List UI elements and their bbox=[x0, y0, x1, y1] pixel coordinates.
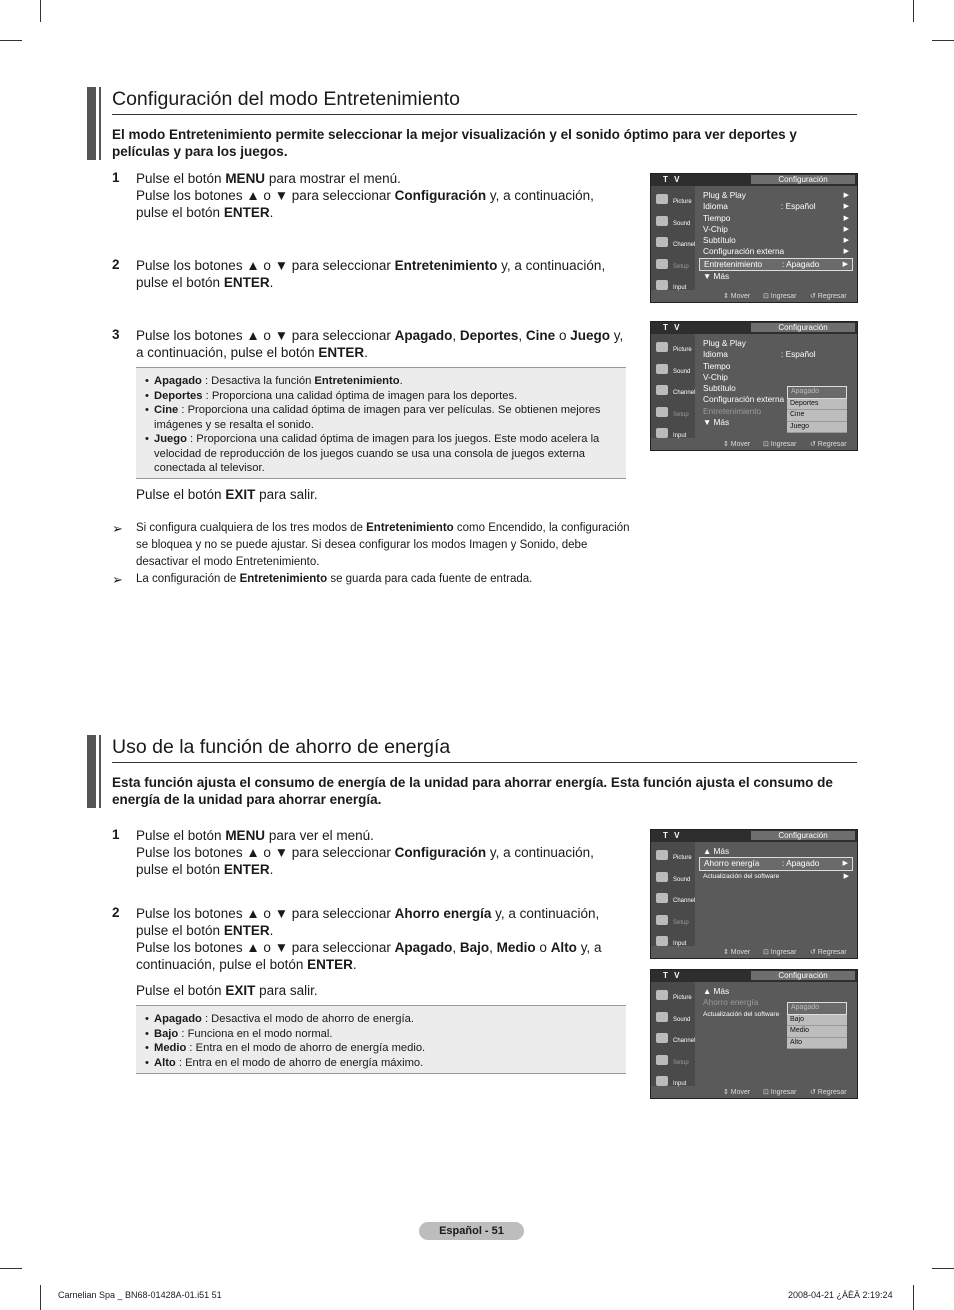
submenu-arrow-icon: ▶ bbox=[843, 237, 849, 245]
crop-mark bbox=[40, 0, 41, 22]
osd-menu-item bbox=[699, 871, 853, 882]
osd-item-label: Ahorro energía bbox=[704, 858, 760, 869]
step-number: 3 bbox=[112, 327, 120, 342]
submenu-arrow-icon: ▶ bbox=[843, 214, 849, 222]
crop-mark bbox=[0, 1268, 22, 1269]
osd-sidebar-item bbox=[654, 848, 692, 866]
step-text: Pulse los botones ▲ o ▼ para seleccionar Ahorro energía y, a continuación, pulse el botón ENTER. Pulse los botones ▲ o ▼ para seleccionar Apagado, Bajo, Medio o Alto y, a continuación, pulse el botón ENTER. bbox=[136, 906, 602, 972]
osd-sidebar-label: Input bbox=[673, 1081, 687, 1087]
osd-menu-item bbox=[699, 338, 853, 349]
section-intro: El modo Entretenimiento permite seleccionar la mejor visualización y el sonido óptimo para ver deportes y películas y para los juegos. bbox=[112, 127, 797, 159]
osd-menu-item bbox=[699, 271, 853, 282]
osd-item-label: Tiempo bbox=[703, 360, 731, 371]
osd-sidebar-item bbox=[654, 1031, 696, 1049]
osd-sidebar-label: Setup bbox=[673, 411, 689, 418]
step-number: 1 bbox=[112, 827, 120, 842]
osd-sidebar-label: Channel bbox=[673, 898, 696, 904]
osd-sidebar-item bbox=[654, 891, 696, 909]
osd-menu-list bbox=[699, 190, 853, 282]
osd-item-label: Subtítulo bbox=[703, 383, 736, 394]
osd-item-label: Idioma bbox=[703, 201, 728, 212]
osd-footer-return: ↺ Regresar bbox=[810, 441, 847, 448]
osd-menu-item bbox=[699, 213, 853, 224]
option-description: • Apagado : Desactiva la función Entretenimiento. bbox=[154, 374, 618, 389]
osd-sidebar-label: Sound bbox=[673, 220, 691, 227]
tv-menu-screen bbox=[650, 173, 858, 303]
osd-menu-title: Configuración bbox=[751, 971, 855, 980]
osd-item-label: Entretenimiento bbox=[704, 258, 763, 269]
osd-sidebar-label: Input bbox=[673, 285, 687, 291]
osd-item-label: V-Chip bbox=[703, 223, 728, 234]
osd-tv-label: T V bbox=[663, 175, 682, 184]
osd-item-label: Plug & Play bbox=[703, 338, 746, 348]
submenu-arrow-icon: ▶ bbox=[843, 192, 849, 199]
step-text: Pulse el botón MENU para mostrar el menú. Pulse los botones ▲ o ▼ para seleccionar Configuración y, a continuación, pulse el botón ENTER. bbox=[136, 171, 594, 220]
crop-mark bbox=[913, 1285, 914, 1310]
options-list bbox=[136, 1006, 626, 1074]
osd-item-label: Actualización del software bbox=[703, 1010, 780, 1018]
menu-category-icon bbox=[656, 364, 668, 374]
osd-sidebar-label: Channel bbox=[673, 242, 696, 248]
page-number: Español - 51 bbox=[419, 1222, 524, 1240]
osd-sidebar-item bbox=[654, 426, 692, 444]
osd-sidebar-item bbox=[654, 235, 696, 253]
osd-sidebar-label: Setup bbox=[673, 919, 689, 926]
section-title: Configuración del modo Entretenimiento bbox=[112, 88, 460, 110]
osd-menu-item bbox=[699, 372, 853, 383]
osd-footer bbox=[695, 946, 857, 958]
osd-sidebar-label: Setup bbox=[673, 1059, 689, 1066]
osd-sidebar-label: Sound bbox=[673, 876, 691, 883]
osd-sidebar-item bbox=[654, 340, 692, 358]
menu-category-icon bbox=[656, 1055, 668, 1065]
osd-menu-item bbox=[699, 846, 853, 857]
osd-footer bbox=[695, 1086, 857, 1098]
osd-item-label: Configuración externa bbox=[703, 246, 785, 257]
tip-text: La configuración de Entretenimiento se guarda para cada fuente de entrada. bbox=[136, 573, 533, 585]
osd-dropdown-option: Apagado bbox=[787, 386, 847, 399]
osd-item-value: : Español bbox=[781, 349, 816, 360]
osd-menu-item bbox=[699, 190, 853, 201]
print-footer-left: Carnelian Spa _ BN68-01428A-01.i51 51 bbox=[58, 1290, 222, 1300]
osd-sidebar-item bbox=[654, 934, 692, 952]
osd-sidebar-label: Picture bbox=[673, 199, 692, 205]
osd-sidebar bbox=[651, 842, 695, 946]
osd-sidebar-item bbox=[654, 214, 692, 232]
osd-sidebar-label: Channel bbox=[673, 1038, 696, 1044]
crop-mark bbox=[913, 0, 914, 22]
arrow-icon: ➢ bbox=[112, 521, 123, 536]
section-marker bbox=[87, 87, 101, 160]
osd-menu-item bbox=[699, 361, 853, 372]
crop-mark bbox=[40, 1285, 41, 1310]
osd-menu-item bbox=[699, 246, 853, 257]
step-number: 2 bbox=[112, 905, 120, 920]
option-description: • Juego : Proporciona una calidad óptima de imagen para los juegos. Este modo acelera la velocidad de reproducción de los juegos cuando se usa una consola de juegos externa conectada al televisor. bbox=[154, 432, 618, 476]
osd-footer-move: ⇕ Mover bbox=[723, 441, 751, 448]
osd-dropdown-option: Cine bbox=[787, 410, 847, 422]
osd-sidebar-label: Picture bbox=[673, 855, 692, 861]
submenu-arrow-icon: ▶ bbox=[842, 860, 848, 868]
osd-item-value: : Apagado bbox=[782, 258, 820, 269]
osd-item-label: ▲ Más bbox=[703, 846, 730, 856]
tv-menu-screen bbox=[650, 969, 858, 1099]
tip bbox=[112, 571, 632, 588]
osd-sidebar-item bbox=[654, 913, 692, 931]
options-note-box bbox=[136, 1005, 626, 1074]
menu-category-icon bbox=[656, 385, 668, 395]
osd-item-value: : Español bbox=[781, 201, 816, 212]
osd-sidebar bbox=[651, 334, 695, 438]
osd-menu-item bbox=[699, 349, 853, 360]
osd-header bbox=[651, 970, 857, 982]
osd-header bbox=[651, 322, 857, 334]
title-rule bbox=[112, 762, 857, 763]
osd-sidebar-item bbox=[654, 1053, 692, 1071]
osd-menu-item bbox=[699, 235, 853, 246]
menu-category-icon bbox=[656, 1033, 668, 1043]
osd-footer-move: ⇕ Mover bbox=[723, 293, 751, 300]
section-title: Uso de la función de ahorro de energía bbox=[112, 736, 451, 758]
osd-sidebar-label: Picture bbox=[673, 347, 692, 353]
menu-category-icon bbox=[656, 990, 668, 1000]
osd-footer-enter: ⊡ Ingresar bbox=[763, 1089, 797, 1096]
menu-category-icon bbox=[656, 1012, 668, 1022]
menu-category-icon bbox=[656, 1076, 668, 1086]
osd-menu-title: Configuración bbox=[751, 175, 855, 184]
osd-dropdown bbox=[787, 1002, 847, 1049]
osd-item-label: Plug & Play bbox=[703, 190, 746, 200]
osd-menu-item bbox=[699, 201, 853, 212]
crop-mark bbox=[932, 40, 954, 41]
osd-item-label: V-Chip bbox=[703, 371, 728, 382]
osd-header bbox=[651, 830, 857, 842]
option-description: • Deportes : Proporciona una calidad óptima de imagen para los deportes. bbox=[154, 389, 618, 404]
menu-category-icon bbox=[656, 216, 668, 226]
osd-footer-return: ↺ Regresar bbox=[810, 1089, 847, 1096]
step-text: Pulse los botones ▲ o ▼ para seleccionar Entretenimiento y, a continuación, pulse el botón ENTER. bbox=[136, 258, 606, 290]
osd-sidebar bbox=[651, 982, 695, 1086]
osd-sidebar-label: Input bbox=[673, 941, 687, 947]
osd-item-label: Actualización del software bbox=[703, 872, 780, 880]
menu-category-icon bbox=[656, 850, 668, 860]
osd-sidebar-label: Sound bbox=[673, 368, 691, 375]
menu-category-icon bbox=[656, 936, 668, 946]
osd-tv-label: T V bbox=[663, 831, 682, 840]
osd-sidebar-item bbox=[654, 870, 692, 888]
osd-tv-label: T V bbox=[663, 323, 682, 332]
step-text: Pulse el botón MENU para ver el menú. Pulse los botones ▲ o ▼ para seleccionar Configuración y, a continuación, pulse el botón ENTER. bbox=[136, 828, 594, 877]
osd-sidebar-item bbox=[654, 988, 692, 1006]
crop-mark bbox=[0, 40, 22, 41]
osd-sidebar-label: Channel bbox=[673, 390, 696, 396]
menu-category-icon bbox=[656, 872, 668, 882]
osd-sidebar-label: Picture bbox=[673, 995, 692, 1001]
osd-item-label: ▲ Más bbox=[703, 986, 730, 996]
osd-footer-move: ⇕ Mover bbox=[723, 1089, 751, 1096]
osd-dropdown-option: Apagado bbox=[787, 1002, 847, 1015]
osd-footer-enter: ⊡ Ingresar bbox=[763, 293, 797, 300]
osd-footer-enter: ⊡ Ingresar bbox=[763, 949, 797, 956]
osd-menu-list bbox=[699, 846, 853, 882]
osd-sidebar-label: Sound bbox=[673, 1016, 691, 1023]
osd-item-label: ▼ Más bbox=[703, 417, 730, 428]
osd-menu-item bbox=[699, 986, 853, 997]
menu-category-icon bbox=[656, 893, 668, 903]
tip bbox=[112, 520, 632, 571]
arrow-icon: ➢ bbox=[112, 572, 123, 587]
osd-sidebar-item bbox=[654, 1010, 692, 1028]
osd-menu-title: Configuración bbox=[751, 323, 855, 332]
osd-dropdown-option: Medio bbox=[787, 1026, 847, 1038]
print-footer-right: 2008-04-21 ¿ÀÈÄ 2:19:24 bbox=[788, 1290, 893, 1300]
osd-sidebar-item bbox=[654, 1074, 692, 1092]
submenu-arrow-icon: ▶ bbox=[843, 203, 849, 211]
option-description: • Alto : Entra en el modo de ahorro de energía máximo. bbox=[154, 1056, 618, 1071]
tip-text: Si configura cualquiera de los tres modos de Entretenimiento como Encendido, la configuración se bloquea y no se puede ajustar. Si desea configurar los modos Imagen y Sonido, debe desactivar el modo Entretenimiento. bbox=[136, 522, 630, 568]
osd-dropdown-option: Juego bbox=[787, 422, 847, 434]
options-note-box bbox=[136, 367, 626, 479]
osd-footer bbox=[695, 438, 857, 450]
osd-item-label: Entretenimiento bbox=[703, 405, 762, 416]
menu-category-icon bbox=[656, 237, 668, 247]
option-description: • Cine : Proporciona una calidad óptima de imagen para ver películas. Se obtienen mejores imágenes y se resalta el sonido. bbox=[154, 403, 618, 432]
step-number: 2 bbox=[112, 257, 120, 272]
osd-menu-item bbox=[699, 857, 853, 870]
osd-item-label: Idioma bbox=[703, 349, 728, 360]
submenu-arrow-icon: ▶ bbox=[843, 225, 849, 233]
osd-item-label: ▼ Más bbox=[703, 271, 730, 282]
osd-footer-move: ⇕ Mover bbox=[723, 949, 751, 956]
section-marker bbox=[87, 735, 101, 808]
osd-footer-return: ↺ Regresar bbox=[810, 949, 847, 956]
osd-footer-return: ↺ Regresar bbox=[810, 293, 847, 300]
osd-sidebar-item bbox=[654, 362, 692, 380]
menu-category-icon bbox=[656, 428, 668, 438]
osd-header bbox=[651, 174, 857, 186]
osd-menu-title: Configuración bbox=[751, 831, 855, 840]
submenu-arrow-icon: ▶ bbox=[843, 872, 849, 880]
title-rule bbox=[112, 114, 857, 115]
section-intro: Esta función ajusta el consumo de energía de la unidad para ahorrar energía. Esta función ajusta el consumo de energía de la unidad para ahorrar energía. bbox=[112, 775, 833, 807]
osd-sidebar bbox=[651, 186, 695, 290]
osd-item-label: Configuración externa bbox=[703, 394, 785, 405]
osd-sidebar-label: Setup bbox=[673, 263, 689, 270]
option-description: • Bajo : Funciona en el modo normal. bbox=[154, 1027, 618, 1042]
osd-sidebar-item bbox=[654, 257, 692, 275]
osd-sidebar-item bbox=[654, 405, 692, 423]
osd-sidebar-label: Input bbox=[673, 433, 687, 439]
menu-category-icon bbox=[656, 259, 668, 269]
exit-instruction: Pulse el botón EXIT para salir. bbox=[136, 983, 318, 998]
menu-category-icon bbox=[656, 342, 668, 352]
osd-dropdown-option: Bajo bbox=[787, 1015, 847, 1027]
osd-footer-enter: ⊡ Ingresar bbox=[763, 441, 797, 448]
tv-menu-screen bbox=[650, 321, 858, 451]
osd-footer bbox=[695, 290, 857, 302]
osd-tv-label: T V bbox=[663, 971, 682, 980]
osd-menu-item bbox=[699, 224, 853, 235]
osd-dropdown bbox=[787, 386, 847, 433]
submenu-arrow-icon: ▶ bbox=[842, 260, 848, 268]
menu-category-icon bbox=[656, 915, 668, 925]
menu-category-icon bbox=[656, 194, 668, 204]
osd-menu-item bbox=[699, 258, 853, 271]
osd-sidebar-item bbox=[654, 192, 692, 210]
step-text: Pulse los botones ▲ o ▼ para seleccionar Apagado, Deportes, Cine o Juego y, a continuación, pulse el botón ENTER. bbox=[136, 328, 624, 360]
osd-dropdown-option: Alto bbox=[787, 1038, 847, 1050]
crop-mark bbox=[932, 1268, 954, 1269]
option-description: • Medio : Entra en el modo de ahorro de energía medio. bbox=[154, 1041, 618, 1056]
osd-item-label: Tiempo bbox=[703, 212, 731, 223]
osd-item-value: : Apagado bbox=[782, 858, 820, 869]
osd-dropdown-option: Deportes bbox=[787, 399, 847, 411]
option-description: • Apagado : Desactiva el modo de ahorro de energía. bbox=[154, 1012, 618, 1027]
osd-item-label: Ahorro energía bbox=[703, 997, 759, 1008]
osd-sidebar-item bbox=[654, 278, 692, 296]
options-list bbox=[136, 368, 626, 480]
osd-sidebar-item bbox=[654, 383, 696, 401]
submenu-arrow-icon: ▶ bbox=[843, 248, 849, 256]
menu-category-icon bbox=[656, 280, 668, 290]
osd-item-label: Subtítulo bbox=[703, 235, 736, 246]
menu-category-icon bbox=[656, 407, 668, 417]
tv-menu-screen bbox=[650, 829, 858, 959]
step-number: 1 bbox=[112, 170, 120, 185]
exit-instruction: Pulse el botón EXIT para salir. bbox=[136, 487, 318, 502]
